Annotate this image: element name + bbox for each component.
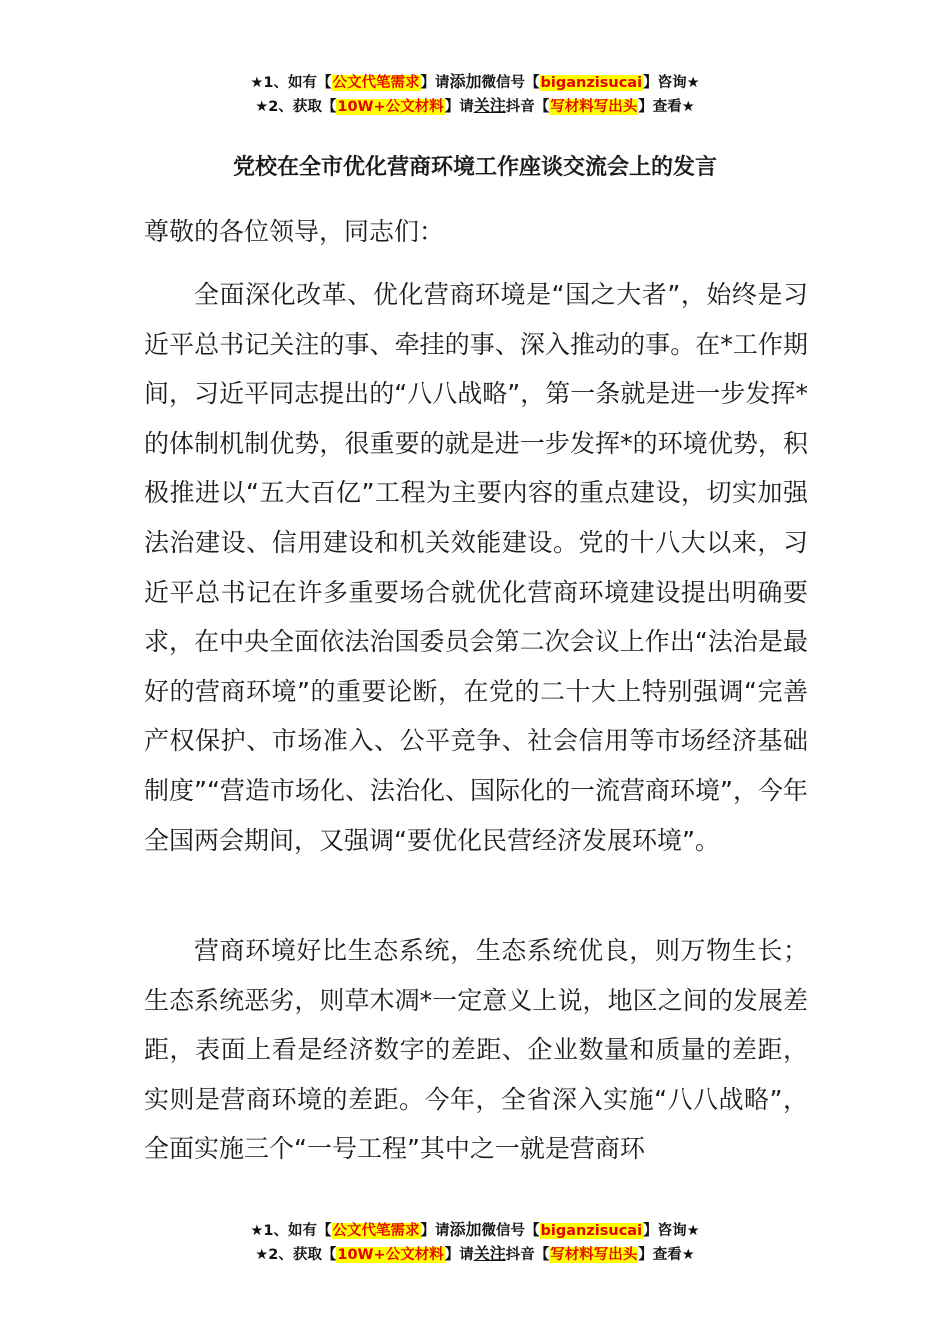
footer-banner	[0, 1218, 950, 1266]
banner-text: ★1、如有【	[250, 75, 332, 91]
header-banner	[0, 70, 950, 118]
banner-text: 微信号【	[481, 1223, 540, 1239]
banner-text: 】查看★	[638, 99, 695, 115]
banner-douyin-id: 写材料写出头	[550, 1247, 638, 1263]
banner-text: 】咨询★	[643, 1223, 700, 1239]
salutation: 尊敬的各位领导，同志们：	[144, 217, 445, 246]
banner-text: 抖音【	[505, 99, 550, 115]
paragraph: 营商环境好比生态系统，生态系统优良，则万物生长；生态系统恶劣，则草木凋*一定意义上说，地区之间的发展差距，表面上看是经济数字的差距、企业数量和质量的差距，实则是营商环境的差距。今年，全省深入实施“八八战略”，全面实施三个“一号工程”其中之一就是营商环	[144, 936, 808, 1164]
banner-emphasis: 添加	[449, 1220, 482, 1239]
banner-text: 微信号【	[481, 75, 540, 91]
banner-emphasis: 添加	[449, 72, 482, 91]
banner-text: ★2、获取【	[255, 1247, 337, 1263]
banner-text: 】查看★	[638, 1247, 695, 1263]
banner-text: ★2、获取【	[255, 99, 337, 115]
banner-text: 】咨询★	[643, 75, 700, 91]
paragraph: 全面深化改革、优化营商环境是“国之大者”，始终是习近平总书记关注的事、牵挂的事、深入推动的事。在*工作期间，习近平同志提出的“八八战略”，第一条就是进一步发挥*的体制机制优势，很重要的就是进一步发挥*的环境优势，积极推进以“五大百亿”工程为主要内容的重点建设，切实加强法治建设、信用建设和机关效能建设。党的十八大以来，习近平总书记在许多重要场合就优化营商环境建设提出明确要求，在中央全面依法治国委员会第二次会议上作出“法治是最好的营商环境”的重要论断，在党的二十大上特别强调“完善产权保护、市场准入、公平竞争、社会信用等市场经济基础制度”“营造市场化、法治化、国际化的一流营商环境”，今年全国两会期间，又强调“要优化民营经济发展环境”。	[144, 280, 808, 855]
banner-highlight: 10W+公文材料	[337, 99, 444, 115]
banner-text: ★1、如有【	[250, 1223, 332, 1239]
banner-text: 】请	[444, 99, 474, 115]
document-title: 党校在全市优化营商环境工作座谈交流会上的发言	[232, 155, 717, 180]
banner-wechat-id: biganzisucai	[540, 75, 643, 91]
banner-line-2	[0, 1242, 950, 1266]
banner-text: 】请	[444, 1247, 474, 1263]
banner-line-1	[0, 1218, 950, 1242]
banner-douyin-id: 写材料写出头	[550, 99, 638, 115]
banner-highlight: 10W+公文材料	[337, 1247, 444, 1263]
banner-text: 】请	[420, 75, 450, 91]
banner-emphasis: 关注	[473, 1244, 506, 1263]
banner-highlight: 公文代笔需求	[332, 1223, 420, 1239]
banner-emphasis: 关注	[473, 96, 506, 115]
banner-text: 抖音【	[505, 1247, 550, 1263]
banner-line-2	[0, 94, 950, 118]
banner-text: 】请	[420, 1223, 450, 1239]
banner-highlight: 公文代笔需求	[332, 75, 420, 91]
banner-line-1	[0, 70, 950, 94]
banner-wechat-id: biganzisucai	[540, 1223, 643, 1239]
